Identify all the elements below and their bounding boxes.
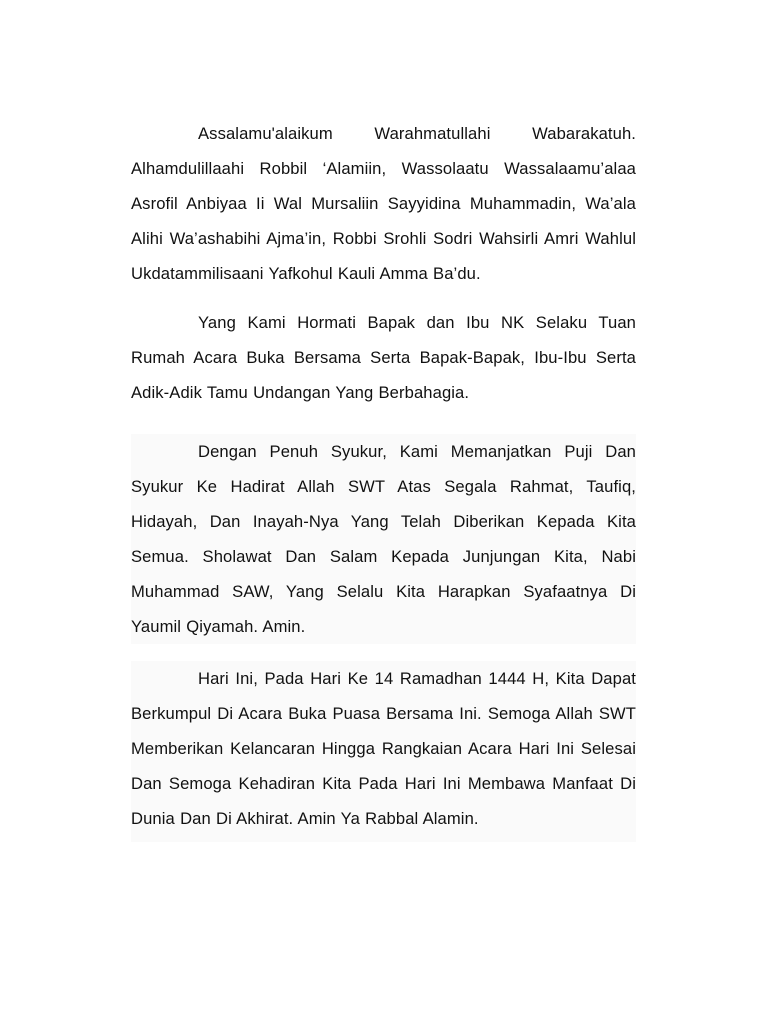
paragraph-gratitude: Dengan Penuh Syukur, Kami Memanjatkan Puji Dan Syukur Ke Hadirat Allah SWT Atas Segala Rahmat, Taufiq, Hidayah, Dan Inayah-Nya Yang Telah Diberikan Kepada Kita Semua. Sholawat Dan Salam Kepada Junjungan Kita, Nabi Muhammad SAW, Yang Selalu Kita Harapkan Syafaatnya Di Yaumil Qiyamah. Amin. [131, 434, 636, 644]
paragraph-respected-guests: Yang Kami Hormati Bapak dan Ibu NK Selaku Tuan Rumah Acara Buka Bersama Serta Bapak-Bapak, Ibu-Ibu Serta Adik-Adik Tamu Undangan Yang Berbahagia. [131, 313, 636, 402]
paragraph-occasion: Hari Ini, Pada Hari Ke 14 Ramadhan 1444 H, Kita Dapat Berkumpul Di Acara Buka Puasa Bersama Ini. Semoga Allah SWT Memberikan Kelancaran Hingga Rangkaian Acara Hari Ini Selesai Dan Semoga Kehadiran Kita Pada Hari Ini Membawa Manfaat Di Dunia Dan Di Akhirat. Amin Ya Rabbal Alamin. [131, 661, 636, 842]
paragraph-opening-greeting: Assalamu'alaikum Warahmatullahi Wabarakatuh. Alhamdulillaahi Robbil ‘Alamiin, Wassolaatu Wassalaamu’alaa Asrofil Anbiyaa Ii Wal Mursaliin Sayyidina Muhammadin, Wa’ala Alihi Wa’ashabihi Ajma’in, Robbi Srohli Sodri Wahsirli Amri Wahlul Ukdatammilisaani Yafkohul Kauli Amma Ba’du. [131, 124, 636, 283]
